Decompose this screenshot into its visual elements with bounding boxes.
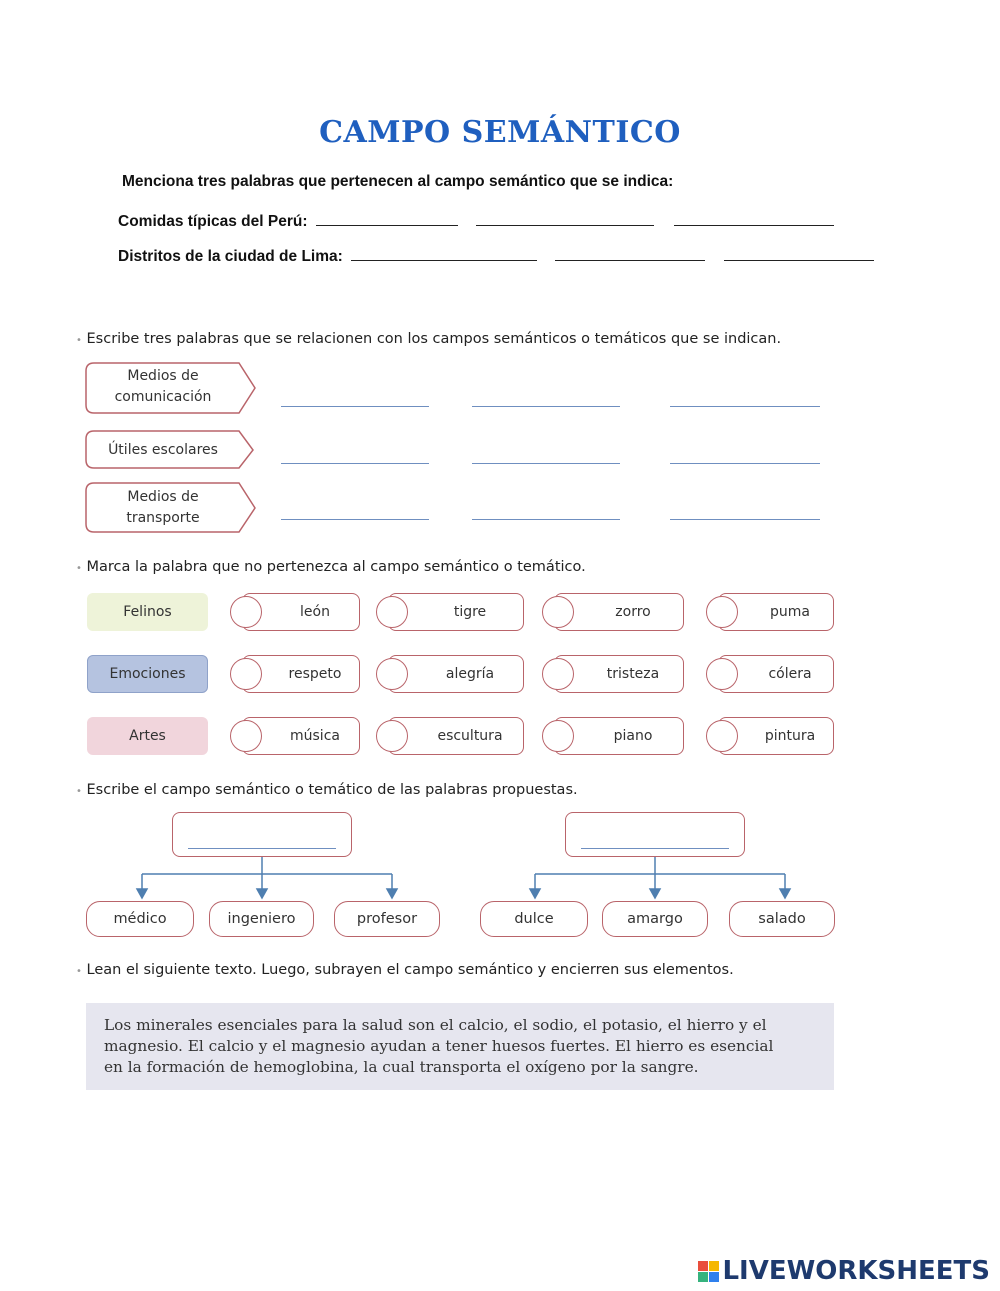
blank-comidas-3[interactable] xyxy=(674,211,834,226)
tag-medios-transporte xyxy=(88,487,238,531)
section4-instruction: • Escribe el campo semántico o temático de las palabras propuestas. xyxy=(76,782,578,798)
blank-distritos-3[interactable] xyxy=(724,246,874,261)
section4-instruction-text: Escribe el campo semántico o temático de las palabras propuestas. xyxy=(86,782,578,798)
tag-line: comunicación xyxy=(114,389,212,405)
category-label: Artes xyxy=(87,717,208,755)
tree2-answer-line xyxy=(581,848,729,849)
liveworksheets-logo xyxy=(698,1256,990,1286)
tree1-leaf: médico xyxy=(86,901,194,937)
blank-distritos-2[interactable] xyxy=(555,246,705,261)
option-checkbox[interactable] xyxy=(376,720,408,752)
option-box[interactable]: música xyxy=(242,717,360,755)
blank-comidas-2[interactable] xyxy=(476,211,654,226)
option-box[interactable]: león xyxy=(242,593,360,631)
option-box[interactable]: pintura xyxy=(718,717,834,755)
passage-line: Los minerales esenciales para la salud son el calcio, el sodio, el potasio, el hierro y el xyxy=(104,1016,767,1034)
logo-mark-icon xyxy=(698,1261,719,1282)
answer-line[interactable] xyxy=(472,462,620,464)
answer-line[interactable] xyxy=(670,518,820,520)
option-checkbox[interactable] xyxy=(706,596,738,628)
option-box[interactable]: alegría xyxy=(388,655,524,693)
section5-instruction: • Lean el siguiente texto. Luego, subrayen el campo semántico y encierren sus elementos. xyxy=(76,962,734,978)
answer-line[interactable] xyxy=(281,462,429,464)
section1-instruction: Menciona tres palabras que pertenecen al campo semántico que se indica: xyxy=(122,173,674,190)
passage-line: en la formación de hemoglobina, la cual transporta el oxígeno por la sangre. xyxy=(104,1058,699,1076)
tree-connectors xyxy=(0,800,1000,900)
answer-line[interactable] xyxy=(670,405,820,407)
option-box[interactable]: piano xyxy=(554,717,684,755)
section2-instruction-text: Escribe tres palabras que se relacionen con los campos semánticos o temáticos que se indican. xyxy=(86,331,782,347)
tag-medios-comunicacion xyxy=(88,366,238,410)
option-checkbox[interactable] xyxy=(230,720,262,752)
category-label: Felinos xyxy=(87,593,208,631)
blank-distritos-1[interactable] xyxy=(351,246,537,261)
answer-line[interactable] xyxy=(472,405,620,407)
category-label: Emociones xyxy=(87,655,208,693)
option-checkbox[interactable] xyxy=(706,658,738,690)
tree1-answer-line xyxy=(188,848,336,849)
question-comidas-label: Comidas típicas del Perú: xyxy=(118,213,308,230)
option-checkbox[interactable] xyxy=(230,658,262,690)
blank-comidas-1[interactable] xyxy=(316,211,458,226)
page-title: CAMPO SEMÁNTICO xyxy=(319,115,681,150)
option-checkbox[interactable] xyxy=(376,596,408,628)
tag-line: transporte xyxy=(126,510,200,526)
section3-instruction-text: Marca la palabra que no pertenezca al campo semántico o temático. xyxy=(86,559,586,575)
section5-instruction-text: Lean el siguiente texto. Luego, subrayen el campo semántico y encierren sus elementos. xyxy=(86,962,734,978)
option-checkbox[interactable] xyxy=(376,658,408,690)
answer-line[interactable] xyxy=(472,518,620,520)
section3-instruction: • Marca la palabra que no pertenezca al campo semántico o temático. xyxy=(76,559,586,575)
option-checkbox[interactable] xyxy=(542,658,574,690)
tag-line: Medios de xyxy=(127,368,199,384)
section2-instruction: • Escribe tres palabras que se relacionen con los campos semánticos o temáticos que se indican. xyxy=(76,331,782,347)
reading-passage xyxy=(86,1003,834,1090)
option-checkbox[interactable] xyxy=(542,720,574,752)
option-checkbox[interactable] xyxy=(230,596,262,628)
question-distritos-label: Distritos de la ciudad de Lima: xyxy=(118,248,343,265)
tree2-parent-box[interactable] xyxy=(565,812,745,857)
tag-line: Medios de xyxy=(127,489,199,505)
question-comidas xyxy=(118,211,834,231)
option-box[interactable]: escultura xyxy=(388,717,524,755)
logo-text: LIVEWORKSHEETS xyxy=(722,1256,990,1286)
option-box[interactable]: zorro xyxy=(554,593,684,631)
tree1-leaf: ingeniero xyxy=(209,901,314,937)
option-box[interactable]: cólera xyxy=(718,655,834,693)
tree1-parent-box[interactable] xyxy=(172,812,352,857)
option-box[interactable]: tristeza xyxy=(554,655,684,693)
tree2-leaf: salado xyxy=(729,901,835,937)
answer-line[interactable] xyxy=(281,518,429,520)
tag-line: Útiles escolares xyxy=(108,442,218,458)
option-box[interactable]: respeto xyxy=(242,655,360,693)
tree2-leaf: amargo xyxy=(602,901,708,937)
answer-line[interactable] xyxy=(670,462,820,464)
option-box[interactable]: tigre xyxy=(388,593,524,631)
option-box[interactable]: puma xyxy=(718,593,834,631)
tree1-leaf: profesor xyxy=(334,901,440,937)
tree2-leaf: dulce xyxy=(480,901,588,937)
option-checkbox[interactable] xyxy=(706,720,738,752)
answer-line[interactable] xyxy=(281,405,429,407)
question-distritos xyxy=(118,246,874,266)
tag-utiles-escolares xyxy=(88,440,238,462)
passage-line: magnesio. El calcio y el magnesio ayudan a tener huesos fuertes. El hierro es esencial xyxy=(104,1037,774,1055)
option-checkbox[interactable] xyxy=(542,596,574,628)
